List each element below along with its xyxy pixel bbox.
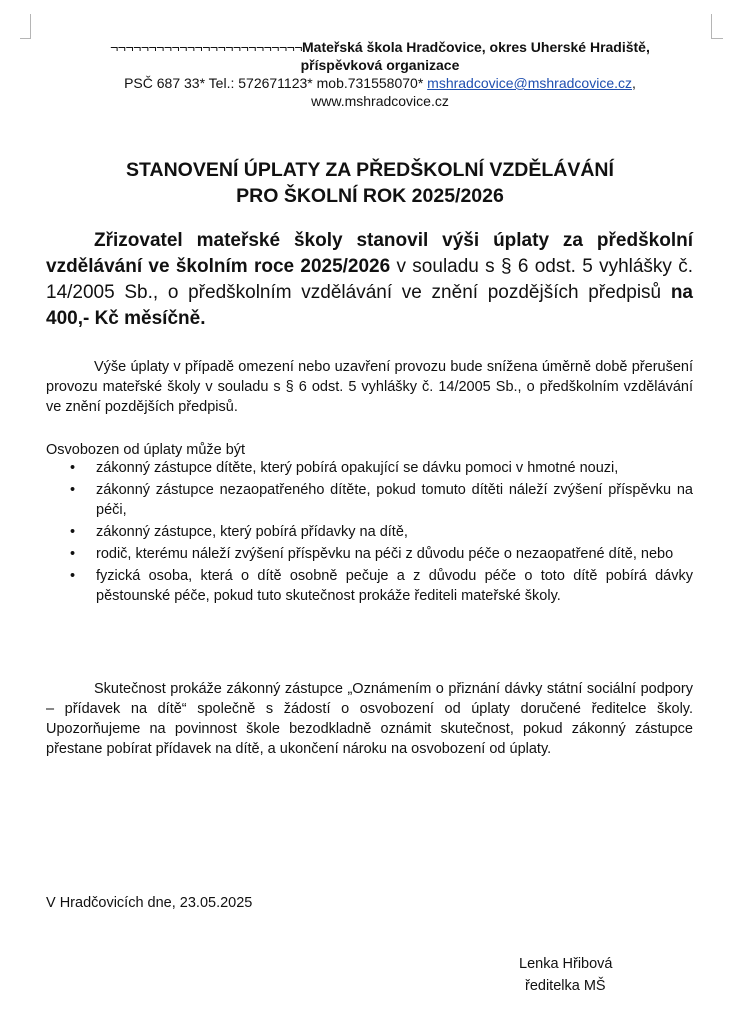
list-item-text: zákonný zástupce, který pobírá přídavky na dítě, [96,524,408,540]
document-title [40,157,700,209]
exemption-list [46,458,693,606]
email-link[interactable]: mshradcovice@mshradcovice.cz [427,75,632,91]
fee-statement-intro: Zřizovatel mateřské školy stanovil výši úplaty za předškolní vzdělávání ve školním roce 2025/2026 [46,230,693,277]
fee-amount: na 400,- Kč měsíčně. [46,282,693,329]
list-item-text: rodič, kterému náleží zvýšení příspěvku na péči z důvodu péče o nezaopatřené dítě, nebo [96,546,674,562]
reduction-paragraph [46,357,693,417]
contact-details: PSČ 687 33* Tel.: 572671123* mob.731558070* [124,75,428,91]
proof-text: Skutečnost prokáže zákonný zástupce „Oznámením o přiznání dávky státní sociální podpory – přídavek na dítě“ společně s žádostí o osvobození od úplaty doručené ředitelce školy. Upozorňujeme na povinnost škole bezodkladně oznámit skutečnost, pokud zákonný zástupce přestane pobírat přídavek na dítě, a ukončení nároku na osvobození od úplaty. [46,681,693,757]
list-item [46,566,693,606]
letterhead [60,38,700,110]
list-item [46,544,693,564]
contact-suffix: , [632,75,636,91]
fee-statement-legal-basis: v souladu s § 6 odst. 5 vyhlášky č. 14/2005 Sb., o předškolním vzdělávání ve znění pozdějších předpisů [46,256,693,303]
contact-line [60,74,700,92]
list-item [46,458,693,478]
bullet-icon: • [70,524,76,540]
crop-mark-top-left [20,38,31,39]
title-line-1: STANOVENÍ ÚPLATY ZA PŘEDŠKOLNÍ VZDĚLÁVÁNÍ [126,159,614,181]
place-and-date: V Hradčovicích dne, 23.05.2025 [46,895,253,911]
crop-mark-top-right [711,38,723,39]
signatory-name: Lenka Hřibová [519,956,613,972]
exemption-heading: Osvobozen od úplaty může být [46,442,246,458]
crop-mark-top-right [711,14,712,38]
bullet-icon: • [70,482,76,498]
school-name: Mateřská škola Hradčovice, okres Uherské Hradiště, [302,39,650,55]
website: www.mshradcovice.cz [311,93,449,109]
signature-block [519,953,613,997]
bullet-icon: • [70,546,76,562]
list-item [46,522,693,542]
signatory-role: ředitelka MŠ [525,978,606,994]
organization-type: příspěvková organizace [300,57,460,73]
reduction-text: Výše úplaty v případě omezení nebo uzavření provozu bude snížena úměrně době přerušení provozu mateřské školy v souladu s § 6 odst. 5 vyhlášky č. 14/2005 Sb., o předškolním vzdělávání ve znění pozdějších předpisů. [46,359,693,415]
letterhead-school-line [60,38,700,56]
list-item-text: zákonný zástupce nezaopatřeného dítěte, pokud tomuto dítěti náleží zvýšení příspěvku na péči, [96,482,693,518]
list-item [46,480,693,520]
bullet-icon: • [70,460,76,476]
letterhead-dashes: ¬¬¬¬¬¬¬¬¬¬¬¬¬¬¬¬¬¬¬¬¬¬¬¬¬ [110,39,303,55]
crop-mark-top-left [30,14,31,38]
title-line-2: PRO ŠKOLNÍ ROK 2025/2026 [236,185,504,207]
list-item-text: fyzická osoba, která o dítě osobně pečuje a z důvodu péče o toto dítě pobírá dávky pěstounské péče, pokud tuto skutečnost prokáže řediteli mateřské školy. [96,568,693,604]
proof-paragraph [46,679,693,759]
fee-statement [46,228,693,332]
bullet-icon: • [70,568,76,584]
list-item-text: zákonný zástupce dítěte, který pobírá opakující se dávku pomoci v hmotné nouzi, [96,460,619,476]
